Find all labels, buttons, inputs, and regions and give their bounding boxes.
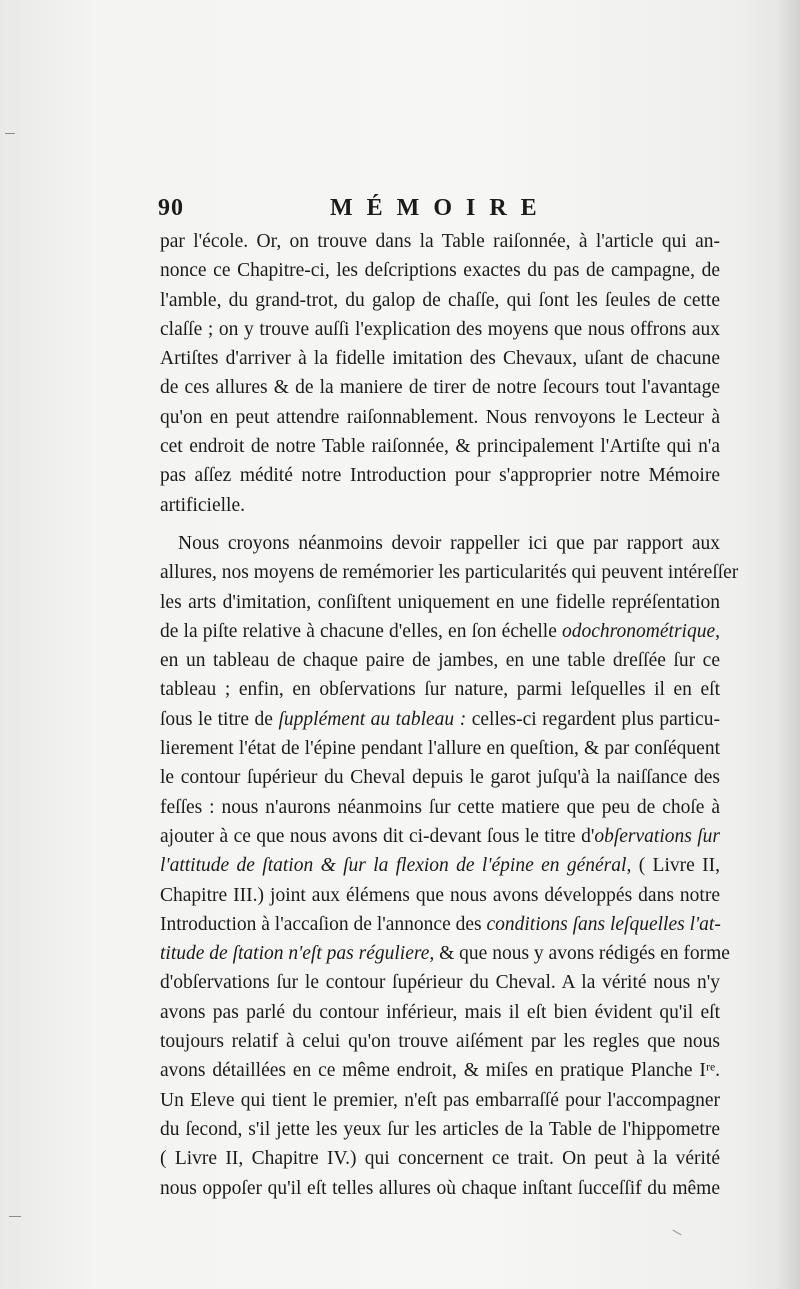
text-line (160, 705, 720, 734)
text-line (160, 822, 720, 851)
italic-term: conditions ſans leſquelles l'at- (486, 913, 721, 935)
text-line: nous oppoſer qu'il eſt telles allures où chaque inſtant ſucceſſif du même (160, 1177, 720, 1199)
text-line: avons détaillées en ce même endroit, & miſes en pratique Planche Iʳᵉ. (160, 1060, 720, 1082)
text-line: du ſecond, s'il jette les yeux ſur les articles de la Table de l'hippometre (160, 1118, 720, 1140)
body-text (160, 227, 739, 1203)
text-line: Chapitre III.) joint aux élémens que nous avons développés dans notre (160, 884, 720, 906)
paragraph-2 (160, 529, 739, 1203)
text-line (160, 910, 720, 939)
text-line: le contour ſupérieur du Cheval depuis le garot juſqu'à la naiſſance des (160, 767, 720, 789)
text-segment: ſous le titre de (160, 708, 279, 730)
text-line: cet endroit de notre Table raiſonnée, & principalement l'Artiſte qui n'a (160, 436, 720, 458)
text-line: avons pas parlé du contour inférieur, mais il eſt bien évident qu'il eſt (160, 1001, 720, 1023)
italic-term: obſervations ſur (594, 825, 721, 847)
italic-term: l'attitude de ſtation & ſur la flexion de l'épine en général, (160, 855, 632, 877)
text-line: Un Eleve qui tient le premier, n'eſt pas embarraſſé pour l'accompagner (160, 1089, 720, 1111)
text-line (160, 617, 720, 646)
page-gutter-shadow (778, 0, 800, 1289)
running-title: MÉMOIRE (330, 195, 551, 221)
text-line: ( Livre II, Chapitre IV.) qui concernent ce trait. On peut à la vérité (160, 1148, 720, 1170)
text-line: claſſe ; on y trouve auſſi l'explication des moyens que nous offrons aux (160, 318, 720, 340)
text-line: en un tableau de chaque paire de jambes, en une table dreſſée ſur ce (160, 650, 720, 672)
text-line: artificielle. (160, 494, 245, 516)
italic-term: titude de ſtation n'eſt pas réguliere, (160, 943, 435, 965)
text-segment: ajouter à ce que nous avons dit ci-devant ſous le titre d' (160, 825, 595, 847)
text-line: par l'école. Or, on trouve dans la Table raiſonnée, à l'article qui an- (160, 231, 720, 252)
text-line: qu'on en peut attendre raiſonnablement. Nous renvoyons le Lecteur à (160, 406, 720, 428)
text-line: les arts d'imitation, conſiſtent uniquement en une fidelle repréſentation (160, 591, 720, 613)
text-line: nonce ce Chapitre-ci, les deſcriptions exactes du pas de campagne, de (160, 260, 720, 282)
text-segment: Introduction à l'accaſion de l'annonce des (160, 913, 487, 935)
text-line: de ces allures & de la maniere de tirer de notre ſecours tout l'avantage (160, 377, 720, 399)
text-segment: & que nous y avons rédigés en forme (434, 943, 730, 965)
text-line: feſſes : nous n'aurons néanmoins ſur cette matiere que peu de choſe à (160, 796, 720, 818)
paper-mark (9, 1216, 21, 1217)
text-line: pas aſſez médité notre Introduction pour s'approprier notre Mémoire (160, 465, 720, 487)
text-line: allures, nos moyens de remémorier les particularités qui peuvent intéreſſer (160, 562, 739, 584)
text-line: Artiſtes d'arriver à la fidelle imitation des Chevaux, uſant de chacune (160, 348, 720, 370)
text-line: lierement l'état de l'épine pendant l'allure en queſtion, & par conſéquent (160, 738, 720, 760)
paper-mark (5, 133, 15, 134)
text-line: tableau ; enfin, en obſervations ſur nature, parmi leſquelles il en eſt (160, 679, 720, 701)
italic-term: ſupplément au tableau : (278, 708, 467, 730)
text-line: l'amble, du grand-trot, du galop de chaſſe, qui ſont les ſeules de cette (160, 289, 720, 311)
italic-term: odochronométrique, (562, 620, 720, 642)
text-line: toujours relatif à celui qu'on trouve aiſément par les regles que nous (160, 1031, 720, 1053)
text-segment: de la piſte relative à chacune d'elles, en ſon échelle (160, 620, 563, 642)
text-segment: ( Livre II, (631, 855, 720, 877)
text-line: d'obſervations ſur le contour ſupérieur du Cheval. A la vérité nous n'y (160, 972, 720, 994)
text-segment: Nous croyons néanmoins devoir rappeller ici que par rapport aux (178, 532, 720, 554)
paragraph-1 (160, 227, 720, 520)
text-line (160, 851, 720, 880)
text-line (160, 529, 720, 558)
text-segment: celles-ci regardent plus particu- (466, 708, 720, 730)
page-number: 90 (158, 195, 184, 221)
page-header (150, 195, 720, 229)
text-line (160, 939, 730, 968)
